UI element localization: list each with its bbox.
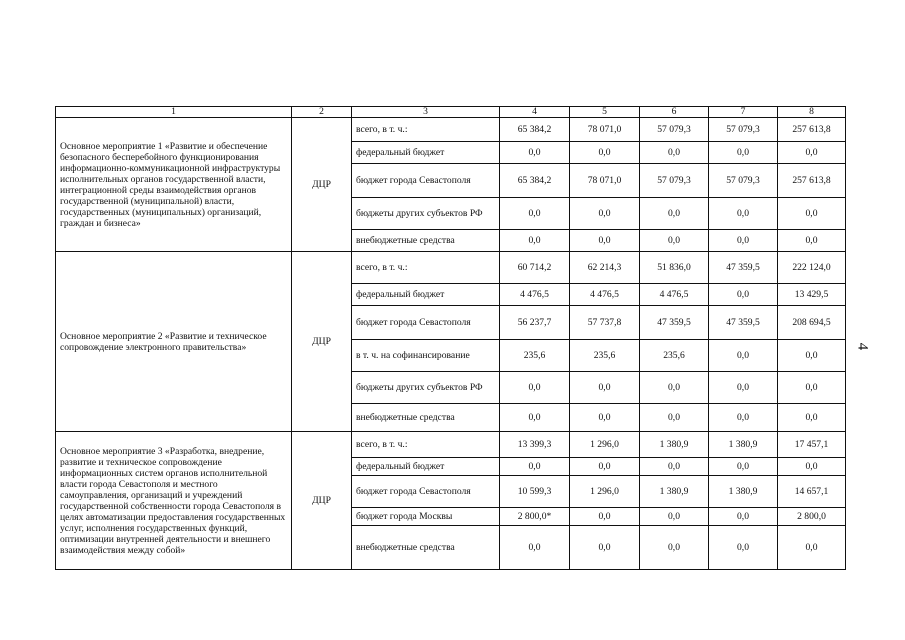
amount-cell: 57 079,3 [640,164,709,198]
amount-cell: 47 359,5 [709,306,778,340]
amount-cell: 10 599,3 [500,476,570,508]
amount-cell: 57 079,3 [709,118,778,142]
column-header: 6 [640,107,709,118]
amount-cell: 0,0 [570,198,640,230]
funding-source: бюджет города Москвы [352,508,500,526]
amount-cell: 0,0 [570,230,640,252]
amount-cell: 257 613,8 [778,164,846,198]
measure-description: Основное мероприятие 1 «Развитие и обеспечение безопасного бесперебойного функционирования информационно-коммуникационной инфраструктуры исполнительных органов государственной власти, интеграционной среды взаимодействия органов государственной (муниципальной) власти, государственных (муниципальных) организаций, граждан и бизнеса» [56,118,292,252]
amount-cell: 0,0 [570,508,640,526]
responsible-executor: ДЦР [292,252,352,432]
amount-cell: 0,0 [500,404,570,432]
amount-cell: 13 429,5 [778,284,846,306]
amount-cell: 17 457,1 [778,432,846,458]
amount-cell: 47 359,5 [709,252,778,284]
amount-cell: 13 399,3 [500,432,570,458]
amount-cell: 0,0 [709,372,778,404]
amount-cell: 0,0 [640,372,709,404]
table-row [56,252,846,284]
amount-cell: 1 380,9 [709,476,778,508]
amount-cell: 0,0 [500,458,570,476]
amount-cell: 235,6 [640,340,709,372]
amount-cell: 0,0 [500,230,570,252]
amount-cell: 0,0 [778,458,846,476]
amount-cell: 4 476,5 [570,284,640,306]
amount-cell: 222 124,0 [778,252,846,284]
amount-cell: 78 071,0 [570,164,640,198]
header-row [56,107,846,118]
amount-cell: 57 079,3 [709,164,778,198]
funding-source: бюджет города Севастополя [352,476,500,508]
amount-cell: 0,0 [778,340,846,372]
funding-source: всего, в т. ч.: [352,252,500,284]
amount-cell: 0,0 [778,198,846,230]
amount-cell: 0,0 [570,404,640,432]
funding-source: федеральный бюджет [352,142,500,164]
amount-cell: 0,0 [500,372,570,404]
amount-cell: 0,0 [640,198,709,230]
amount-cell: 235,6 [570,340,640,372]
amount-cell: 65 384,2 [500,118,570,142]
funding-source: бюджеты других субъектов РФ [352,198,500,230]
amount-cell: 0,0 [709,198,778,230]
amount-cell: 0,0 [709,230,778,252]
column-header: 3 [352,107,500,118]
amount-cell: 0,0 [570,526,640,570]
amount-cell: 0,0 [709,526,778,570]
amount-cell: 0,0 [640,404,709,432]
amount-cell: 0,0 [709,458,778,476]
amount-cell: 0,0 [778,372,846,404]
amount-cell: 2 800,0 [778,508,846,526]
funding-source: бюджет города Севастополя [352,164,500,198]
amount-cell: 0,0 [500,198,570,230]
amount-cell: 0,0 [500,526,570,570]
amount-cell: 0,0 [640,526,709,570]
amount-cell: 1 296,0 [570,476,640,508]
table-row [56,118,846,142]
amount-cell: 60 714,2 [500,252,570,284]
amount-cell: 0,0 [778,230,846,252]
responsible-executor: ДЦР [292,432,352,570]
amount-cell: 4 476,5 [640,284,709,306]
amount-cell: 0,0 [500,142,570,164]
amount-cell: 0,0 [570,142,640,164]
measure-description: Основное мероприятие 2 «Развитие и техническое сопровождение электронного правительства» [56,252,292,432]
table-row [56,432,846,458]
amount-cell: 2 800,0* [500,508,570,526]
amount-cell: 47 359,5 [640,306,709,340]
measure-description: Основное мероприятие 3 «Разработка, внедрение, развитие и техническое сопровождение информационных систем органов исполнительной власти города Севастополя и местного самоуправления, организаций и учреждений государственной собственности города Севастополя в целях автоматизации предоставления государственных услуг, исполнения государственных функций, оптимизации внутренней деятельности и внешнего взаимодействия между собой» [56,432,292,570]
amount-cell: 1 380,9 [709,432,778,458]
responsible-executor: ДЦР [292,118,352,252]
amount-cell: 0,0 [709,404,778,432]
amount-cell: 0,0 [709,508,778,526]
funding-source: в т. ч. на софинансирование [352,340,500,372]
funding-source: внебюджетные средства [352,230,500,252]
amount-cell: 0,0 [640,508,709,526]
amount-cell: 0,0 [570,372,640,404]
amount-cell: 1 296,0 [570,432,640,458]
amount-cell: 1 380,9 [640,432,709,458]
amount-cell: 0,0 [709,142,778,164]
amount-cell: 57 737,8 [570,306,640,340]
amount-cell: 208 694,5 [778,306,846,340]
amount-cell: 56 237,7 [500,306,570,340]
amount-cell: 0,0 [778,404,846,432]
amount-cell: 78 071,0 [570,118,640,142]
amount-cell: 0,0 [709,284,778,306]
amount-cell: 62 214,3 [570,252,640,284]
amount-cell: 0,0 [640,230,709,252]
column-header: 8 [778,107,846,118]
amount-cell: 51 836,0 [640,252,709,284]
funding-source: внебюджетные средства [352,404,500,432]
page-number: 4 [854,342,871,351]
amount-cell: 1 380,9 [640,476,709,508]
funding-source: федеральный бюджет [352,284,500,306]
funding-source: бюджеты других субъектов РФ [352,372,500,404]
amount-cell: 65 384,2 [500,164,570,198]
amount-cell: 235,6 [500,340,570,372]
amount-cell: 4 476,5 [500,284,570,306]
budget-table [55,106,846,570]
column-header: 4 [500,107,570,118]
funding-source: всего, в т. ч.: [352,118,500,142]
amount-cell: 0,0 [570,458,640,476]
funding-source: всего, в т. ч.: [352,432,500,458]
column-header: 7 [709,107,778,118]
amount-cell: 57 079,3 [640,118,709,142]
amount-cell: 0,0 [709,340,778,372]
funding-source: внебюджетные средства [352,526,500,570]
amount-cell: 257 613,8 [778,118,846,142]
amount-cell: 0,0 [640,142,709,164]
amount-cell: 0,0 [640,458,709,476]
amount-cell: 0,0 [778,526,846,570]
column-header: 1 [56,107,292,118]
funding-source: федеральный бюджет [352,458,500,476]
column-header: 5 [570,107,640,118]
column-header: 2 [292,107,352,118]
amount-cell: 0,0 [778,142,846,164]
amount-cell: 14 657,1 [778,476,846,508]
funding-source: бюджет города Севастополя [352,306,500,340]
